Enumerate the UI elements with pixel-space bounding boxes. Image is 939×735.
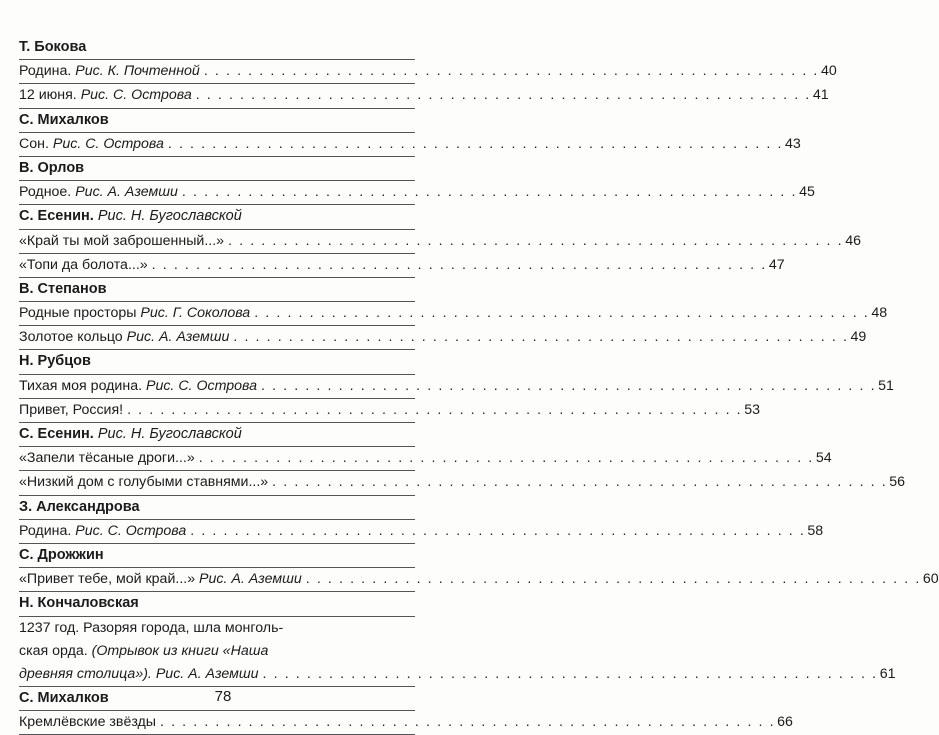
author-name: С. Дрожжин [19, 546, 104, 563]
toc-author-heading [19, 205, 415, 229]
toc-entry[interactable] [19, 84, 829, 108]
toc-author-heading [19, 496, 415, 520]
entry-title: Тихая моя родина. [19, 377, 143, 394]
toc-author-heading [19, 592, 415, 616]
entry-source-note: (Отрывок из книги «Наша [91, 642, 269, 659]
entry-page-number: 54 [815, 450, 832, 467]
entry-illustrator: Рис. К. Почтенной [75, 63, 200, 80]
author-name: Н. Кончаловская [19, 595, 139, 612]
toc-entry[interactable] [19, 133, 801, 157]
toc-entry[interactable] [19, 254, 785, 278]
dot-leader: . . . . . . . . . . . . . . . . . . . . . . . . . . . . . . . . . . . . . . . . . . . . . . . . . . . . . . . . [190, 522, 806, 539]
entry-title: Кремлёвские звёзды [19, 714, 157, 731]
entry-illustrator: Рис. С. Острова [52, 135, 164, 152]
entry-title: «Край ты мой заброшенный...» [19, 232, 225, 249]
dot-leader: . . . . . . . . . . . . . . . . . . . . . . . . . . . . . . . . . . . . . . . . . . . . . . . . . . . . . . . . [262, 665, 878, 682]
entry-page-number: 56 [889, 474, 906, 491]
entry-illustrator: Рис. Г. Соколова [140, 305, 251, 322]
entry-line [19, 663, 896, 686]
dot-leader: . . . . . . . . . . . . . . . . . . . . . . . . . . . . . . . . . . . . . . . . . . . . . . . . . . . . . . . . [160, 714, 776, 731]
toc-entry[interactable] [19, 60, 837, 84]
entry-page-number: 43 [785, 135, 801, 152]
toc-entry[interactable] [19, 568, 939, 592]
author-name: С. Есенин. [19, 208, 94, 225]
entry-page-number: 41 [812, 87, 829, 104]
toc-author-heading [19, 278, 415, 302]
dot-leader: . . . . . . . . . . . . . . . . . . . . . . . . . . . . . . . . . . . . . . . . . . . . . . . . . . . . . . . . [228, 232, 844, 249]
toc-entry[interactable] [19, 181, 815, 205]
entry-illustrator: Рис. А. Аземши [126, 329, 230, 346]
toc-entry[interactable] [19, 326, 867, 350]
toc-author-heading [19, 109, 415, 133]
entry-title: Родина. [19, 63, 72, 80]
author-name: Н. Рубцов [19, 353, 91, 370]
author-name: С. Михалков [19, 690, 109, 707]
entry-title: Сон. [19, 135, 49, 152]
dot-leader: . . . . . . . . . . . . . . . . . . . . . . . . . . . . . . . . . . . . . . . . . . . . . . . . . . . . . . . . [198, 450, 814, 467]
toc-entry[interactable] [19, 520, 824, 544]
entry-page-number: 40 [820, 63, 837, 80]
entry-title: Привет, Россия! [19, 401, 124, 418]
dot-leader: . . . . . . . . . . . . . . . . . . . . . . . . . . . . . . . . . . . . . . . . . . . . . . . . . . . . . . . . [261, 377, 877, 394]
toc-author-heading [19, 36, 415, 60]
toc-entry[interactable] [19, 471, 906, 495]
author-name: С. Есенин. [19, 426, 94, 442]
entry-page-number: 53 [744, 401, 761, 418]
entry-title-part: ская орда. [19, 642, 88, 659]
entry-title: Родные просторы [19, 305, 137, 322]
toc-entry[interactable] [19, 302, 888, 326]
entry-title: Родина. [19, 522, 72, 539]
dot-leader: . . . . . . . . . . . . . . . . . . . . . . . . . . . . . . . . . . . . . . . . . . . . . . . . . . . . . . . . [233, 329, 849, 346]
illustrator-credit: Рис. Н. Бугославской [97, 208, 242, 225]
entry-title: «Привет тебе, мой край...» [19, 571, 196, 588]
entry-illustrator: Рис. С. Острова [75, 522, 187, 539]
entry-page-number: 66 [777, 714, 793, 731]
toc-author-heading [19, 423, 415, 447]
entry-title: 12 июня. [19, 87, 77, 104]
entry-source-note: древняя столица»). [19, 665, 152, 682]
toc-author-heading [19, 157, 415, 181]
entry-title: Золотое кольцо [19, 329, 123, 346]
entry-title: «Запели тёсаные дроги...» [19, 450, 195, 467]
entry-illustrator: Рис. А. Аземши [155, 665, 259, 682]
toc-entry-multiline[interactable] [19, 617, 896, 688]
entry-page-number: 51 [878, 377, 894, 394]
dot-leader: . . . . . . . . . . . . . . . . . . . . . . . . . . . . . . . . . . . . . . . . . . . . . . . . . . . . . . . . [272, 474, 888, 491]
author-name: З. Александрова [19, 498, 140, 515]
toc-author-heading [19, 350, 415, 374]
illustrator-credit: Рис. Н. Бугославской [97, 426, 242, 442]
table-of-contents [19, 36, 939, 735]
entry-page-number: 58 [807, 522, 824, 539]
entry-line: 1237 год. Разоряя города, шла монголь- [19, 619, 284, 636]
entry-title: Родное. [19, 184, 72, 201]
entry-illustrator: Рис. А. Аземши [199, 571, 302, 588]
entry-illustrator: Рис. С. Острова [145, 377, 257, 394]
toc-entry[interactable] [19, 399, 761, 423]
author-name: В. Степанов [19, 280, 107, 297]
entry-line [19, 640, 415, 663]
entry-page-number: 47 [768, 256, 785, 273]
entry-page-number: 49 [850, 329, 867, 346]
dot-leader: . . . . . . . . . . . . . . . . . . . . . . . . . . . . . . . . . . . . . . . . . . . . . . . . . . . . . . . . [195, 87, 811, 104]
entry-title: «Низкий дом с голубыми ставнями...» [19, 474, 269, 491]
dot-leader: . . . . . . . . . . . . . . . . . . . . . . . . . . . . . . . . . . . . . . . . . . . . . . . . . . . . . . . . [203, 63, 819, 80]
entry-page-number: 48 [871, 305, 888, 322]
entry-illustrator: Рис. А. Аземши [75, 184, 178, 201]
dot-leader: . . . . . . . . . . . . . . . . . . . . . . . . . . . . . . . . . . . . . . . . . . . . . . . . . . . . . . . . [127, 401, 743, 418]
entry-title: «Топи да болота...» [19, 256, 148, 273]
entry-illustrator: Рис. С. Острова [80, 87, 192, 104]
toc-author-heading [19, 544, 415, 568]
toc-entry[interactable] [19, 230, 861, 254]
author-name: Т. Бокова [19, 39, 87, 55]
dot-leader: . . . . . . . . . . . . . . . . . . . . . . . . . . . . . . . . . . . . . . . . . . . . . . . . . . . . . . . . [305, 571, 921, 588]
toc-entry[interactable] [19, 447, 832, 471]
toc-entry[interactable] [19, 711, 793, 735]
entry-page-number: 45 [799, 184, 815, 201]
dot-leader: . . . . . . . . . . . . . . . . . . . . . . . . . . . . . . . . . . . . . . . . . . . . . . . . . . . . . . . . [151, 256, 767, 273]
entry-page-number: 61 [879, 665, 896, 682]
toc-entry[interactable] [19, 375, 894, 399]
dot-leader: . . . . . . . . . . . . . . . . . . . . . . . . . . . . . . . . . . . . . . . . . . . . . . . . . . . . . . . . [167, 135, 784, 152]
page-number: 78 [214, 688, 232, 705]
author-name: С. Михалков [19, 111, 109, 128]
entry-page-number: 60 [922, 571, 939, 588]
dot-leader: . . . . . . . . . . . . . . . . . . . . . . . . . . . . . . . . . . . . . . . . . . . . . . . . . . . . . . . . [254, 305, 870, 322]
author-name: В. Орлов [19, 159, 85, 176]
entry-page-number: 46 [845, 232, 861, 249]
dot-leader: . . . . . . . . . . . . . . . . . . . . . . . . . . . . . . . . . . . . . . . . . . . . . . . . . . . . . . . . [181, 184, 798, 201]
